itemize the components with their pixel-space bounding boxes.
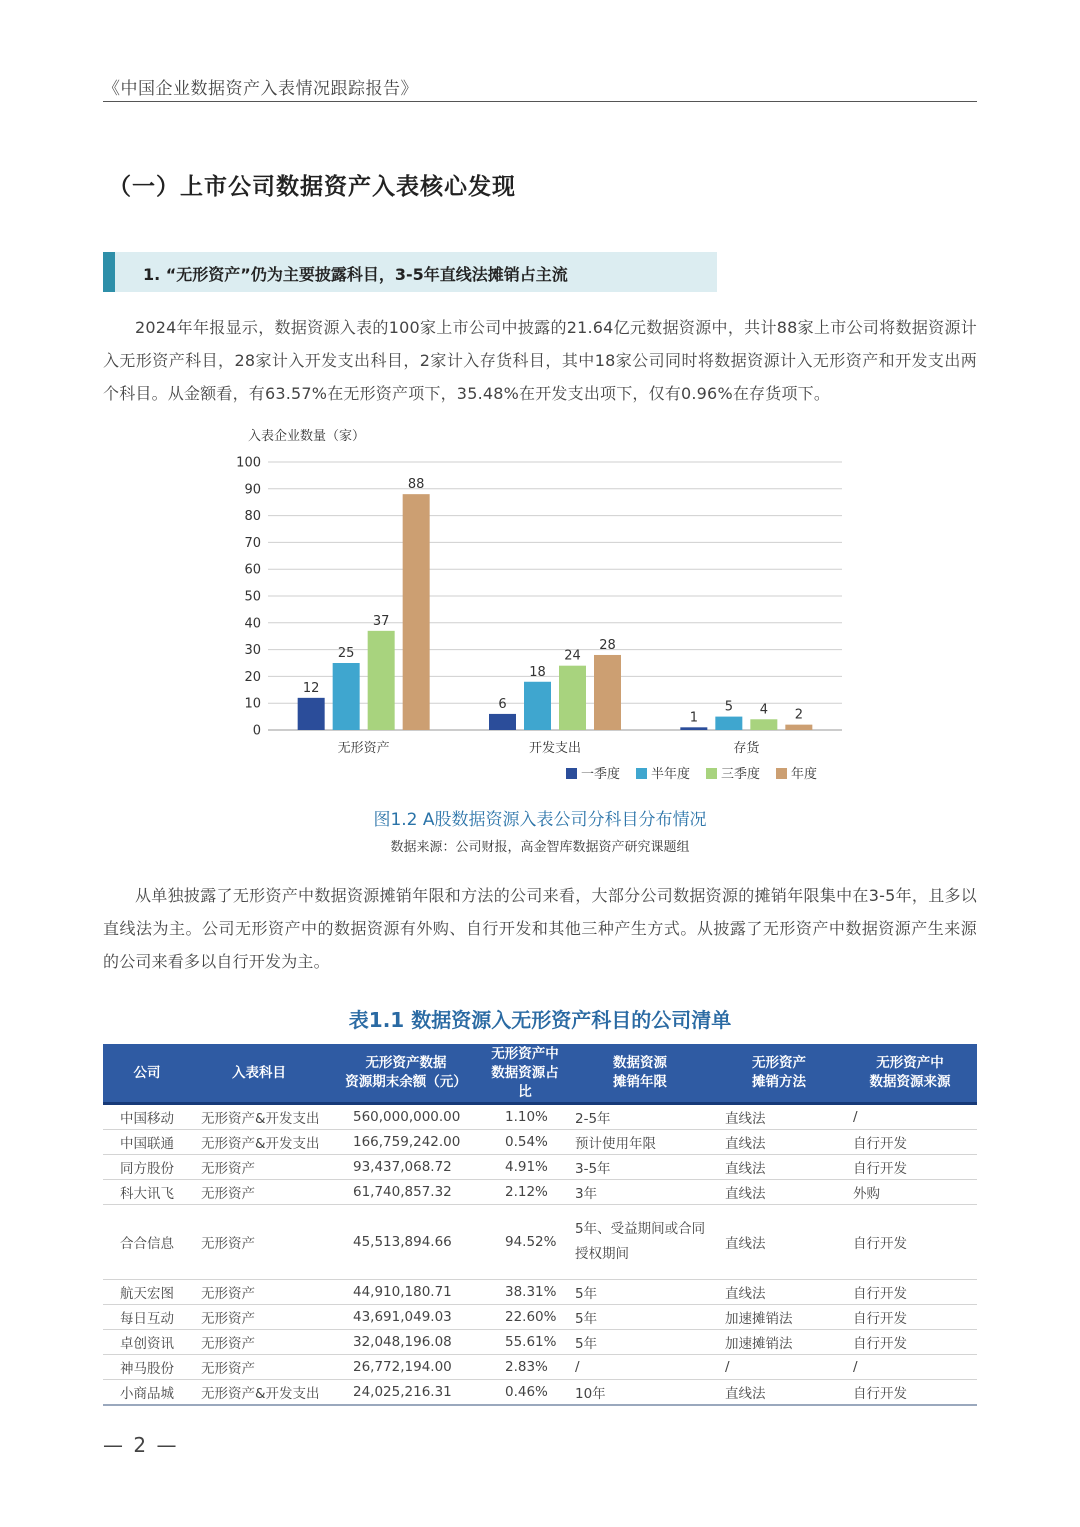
legend-label: 三季度	[721, 767, 761, 782]
bar	[594, 655, 621, 730]
table-row	[103, 1130, 977, 1155]
table-cell: 2-5年	[565, 1104, 715, 1130]
table-cell: 直线法	[715, 1155, 843, 1180]
table-cell: 43,691,049.03	[327, 1305, 485, 1330]
figure-source: 数据来源：公司财报，高金智库数据资产研究课题组	[390, 840, 690, 855]
table-cell: 无形资产	[191, 1305, 327, 1330]
page-number: — 2 —	[103, 1433, 179, 1457]
table-cell: 自行开发	[843, 1305, 977, 1330]
column-header: 入表科目	[191, 1044, 327, 1104]
table-cell: 中国移动	[103, 1104, 191, 1130]
bar-value-label: 88	[407, 477, 425, 493]
bar	[298, 698, 325, 730]
table-cell: 预计使用年限	[565, 1130, 715, 1155]
table-cell: 32,048,196.08	[327, 1330, 485, 1355]
company-table	[103, 1044, 977, 1406]
table-cell: 55.61%	[485, 1330, 565, 1355]
y-tick-label: 0	[252, 723, 261, 739]
banner-accent-bar	[103, 252, 115, 292]
table-cell: 自行开发	[843, 1380, 977, 1406]
x-category-label: 存货	[733, 741, 760, 756]
table-row	[103, 1305, 977, 1330]
table-cell: 自行开发	[843, 1205, 977, 1280]
bar	[403, 494, 430, 730]
column-header: 无形资产数据 资源期末余额（元）	[327, 1044, 485, 1104]
table-cell: 加速摊销法	[715, 1305, 843, 1330]
table-cell: 直线法	[715, 1380, 843, 1406]
table-cell: 10年	[565, 1380, 715, 1406]
legend-label: 一季度	[581, 767, 621, 782]
bar-chart-svg	[230, 420, 860, 800]
table-row	[103, 1205, 977, 1280]
table-cell: /	[565, 1355, 715, 1380]
table-cell: 无形资产	[191, 1155, 327, 1180]
table-cell: 小商品城	[103, 1380, 191, 1406]
table-cell: 3-5年	[565, 1155, 715, 1180]
column-header: 无形资产中 数据资源占比	[485, 1044, 565, 1104]
x-category-label: 无形资产	[337, 741, 390, 756]
legend-swatch	[706, 768, 717, 779]
table-cell: 38.31%	[485, 1280, 565, 1305]
table-cell: 自行开发	[843, 1130, 977, 1155]
table-cell: 直线法	[715, 1130, 843, 1155]
bar	[785, 725, 812, 730]
table-cell: 1.10%	[485, 1104, 565, 1130]
table-cell: /	[843, 1355, 977, 1380]
table-cell: 24,025,216.31	[327, 1380, 485, 1406]
column-header: 数据资源 摊销年限	[565, 1044, 715, 1104]
table-row	[103, 1280, 977, 1305]
table-cell: 航天宏图	[103, 1280, 191, 1305]
table-cell: 44,910,180.71	[327, 1280, 485, 1305]
bar-value-label: 18	[529, 664, 546, 680]
bar-value-label: 12	[302, 680, 320, 696]
table-cell: 无形资产	[191, 1180, 327, 1205]
table-cell: 5年	[565, 1330, 715, 1355]
table-row	[103, 1330, 977, 1355]
legend-swatch	[776, 768, 787, 779]
y-tick-label: 70	[244, 535, 261, 551]
header-divider	[103, 101, 977, 102]
table-cell: 无形资产	[191, 1205, 327, 1280]
table-cell: 外购	[843, 1180, 977, 1205]
y-tick-label: 10	[244, 696, 261, 712]
table-cell: 神马股份	[103, 1355, 191, 1380]
x-category-label: 开发支出	[528, 741, 582, 756]
paragraph-1: 2024年年报显示，数据资源入表的100家上市公司中披露的21.64亿元数据资源中，共计88家上市公司将数据资源计入无形资产科目，28家计入开发支出科目，2家计入存货科目，其中18家公司同时将数据资源计入无形资产和开发支出两个科目。从金额看，有63.57%在无形资产项下，35.48%在开发支出项下，仅有0.96%在存货项下。	[103, 318, 977, 403]
table-cell: 自行开发	[843, 1155, 977, 1180]
table-cell: 5年	[565, 1305, 715, 1330]
table-cell: 0.46%	[485, 1380, 565, 1406]
table-cell: /	[715, 1355, 843, 1380]
bar-value-label: 5	[724, 699, 733, 715]
bar	[368, 631, 395, 730]
table-cell: 无形资产	[191, 1330, 327, 1355]
bar-value-label: 25	[337, 646, 355, 661]
table-cell: 直线法	[715, 1104, 843, 1130]
bar-value-label: 2	[794, 707, 803, 723]
table-cell: 45,513,894.66	[327, 1205, 485, 1280]
subsection-title: 1. “无形资产”仍为主要披露科目，3-5年直线法摊销占主流	[143, 265, 568, 284]
table-cell: 0.54%	[485, 1130, 565, 1155]
section-title: （一）上市公司数据资产入表核心发现	[108, 174, 516, 200]
y-tick-label: 90	[244, 482, 261, 498]
bar-value-label: 1	[689, 710, 698, 726]
table-cell: 无形资产&开发支出	[191, 1104, 327, 1130]
table-cell: 无形资产&开发支出	[191, 1130, 327, 1155]
table-cell: 4.91%	[485, 1155, 565, 1180]
table-cell: 卓创资讯	[103, 1330, 191, 1355]
table-cell: 3年	[565, 1180, 715, 1205]
table-row	[103, 1355, 977, 1380]
bar-value-label: 4	[759, 702, 768, 718]
table-cell: 22.60%	[485, 1305, 565, 1330]
table-cell: 93,437,068.72	[327, 1155, 485, 1180]
table-cell: 直线法	[715, 1180, 843, 1205]
table-cell: 61,740,857.32	[327, 1180, 485, 1205]
y-tick-label: 80	[244, 509, 261, 525]
table-cell: 无形资产	[191, 1280, 327, 1305]
table-cell: 直线法	[715, 1205, 843, 1280]
bar	[489, 714, 516, 730]
y-tick-label: 60	[244, 562, 261, 578]
table-cell: /	[843, 1104, 977, 1130]
bar-value-label: 28	[599, 637, 616, 653]
table-cell: 每日互动	[103, 1305, 191, 1330]
column-header: 无形资产 摊销方法	[715, 1044, 843, 1104]
table-cell: 自行开发	[843, 1330, 977, 1355]
table-cell: 直线法	[715, 1280, 843, 1305]
bar	[715, 717, 742, 730]
table-cell: 无形资产	[191, 1355, 327, 1380]
y-tick-label: 20	[244, 669, 261, 685]
table-cell: 自行开发	[843, 1280, 977, 1305]
bar	[559, 666, 586, 730]
legend-swatch	[636, 768, 647, 779]
y-tick-label: 50	[244, 589, 261, 605]
table-cell: 中国联通	[103, 1130, 191, 1155]
table-cell: 科大讯飞	[103, 1180, 191, 1205]
bar-value-label: 24	[564, 648, 581, 664]
bar	[750, 719, 777, 730]
table-header	[103, 1044, 977, 1104]
table-cell: 560,000,000.00	[327, 1104, 485, 1130]
bar	[680, 727, 707, 730]
table-cell: 5年	[565, 1280, 715, 1305]
bar-value-label: 37	[372, 613, 390, 629]
bar	[333, 663, 360, 730]
figure-caption: 图1.2 A股数据资源入表公司分科目分布情况	[373, 810, 707, 830]
y-tick-label: 100	[236, 455, 261, 471]
table-cell: 同方股份	[103, 1155, 191, 1180]
legend-label: 年度	[791, 767, 818, 782]
table-cell: 2.83%	[485, 1355, 565, 1380]
table-title: 表1.1 数据资源入无形资产科目的公司清单	[348, 1008, 732, 1032]
table-cell: 166,759,242.00	[327, 1130, 485, 1155]
subsection-banner	[103, 252, 717, 292]
y-tick-label: 40	[244, 616, 261, 632]
bar-value-label: 6	[498, 696, 507, 712]
bar	[524, 682, 551, 730]
table-cell: 5年、受益期间或合同授权期间	[565, 1205, 715, 1280]
column-header: 公司	[103, 1044, 191, 1104]
table-body	[103, 1104, 977, 1406]
table-row	[103, 1104, 977, 1130]
y-tick-label: 30	[244, 643, 261, 659]
report-title: 《中国企业数据资产入表情况跟踪报告》	[103, 79, 418, 99]
table-cell: 26,772,194.00	[327, 1355, 485, 1380]
header-row	[103, 1044, 977, 1104]
bar-chart	[230, 420, 860, 800]
column-header: 无形资产中 数据资源来源	[843, 1044, 977, 1104]
y-axis-label: 入表企业数量（家）	[248, 429, 366, 444]
legend-swatch	[566, 768, 577, 779]
table-row	[103, 1380, 977, 1406]
table-cell: 无形资产&开发支出	[191, 1380, 327, 1406]
table-row	[103, 1155, 977, 1180]
table-row	[103, 1180, 977, 1205]
table-cell: 2.12%	[485, 1180, 565, 1205]
table-cell: 合合信息	[103, 1205, 191, 1280]
table-cell: 94.52%	[485, 1205, 565, 1280]
legend-label: 半年度	[651, 767, 691, 782]
table-cell: 加速摊销法	[715, 1330, 843, 1355]
paragraph-2: 从单独披露了无形资产中数据资源摊销年限和方法的公司来看，大部分公司数据资源的摊销年限集中在3-5年，且多以直线法为主。公司无形资产中的数据资源有外购、自行开发和其他三种产生方式。从披露了无形资产中数据资源产生来源的公司来看多以自行开发为主。	[103, 886, 977, 971]
